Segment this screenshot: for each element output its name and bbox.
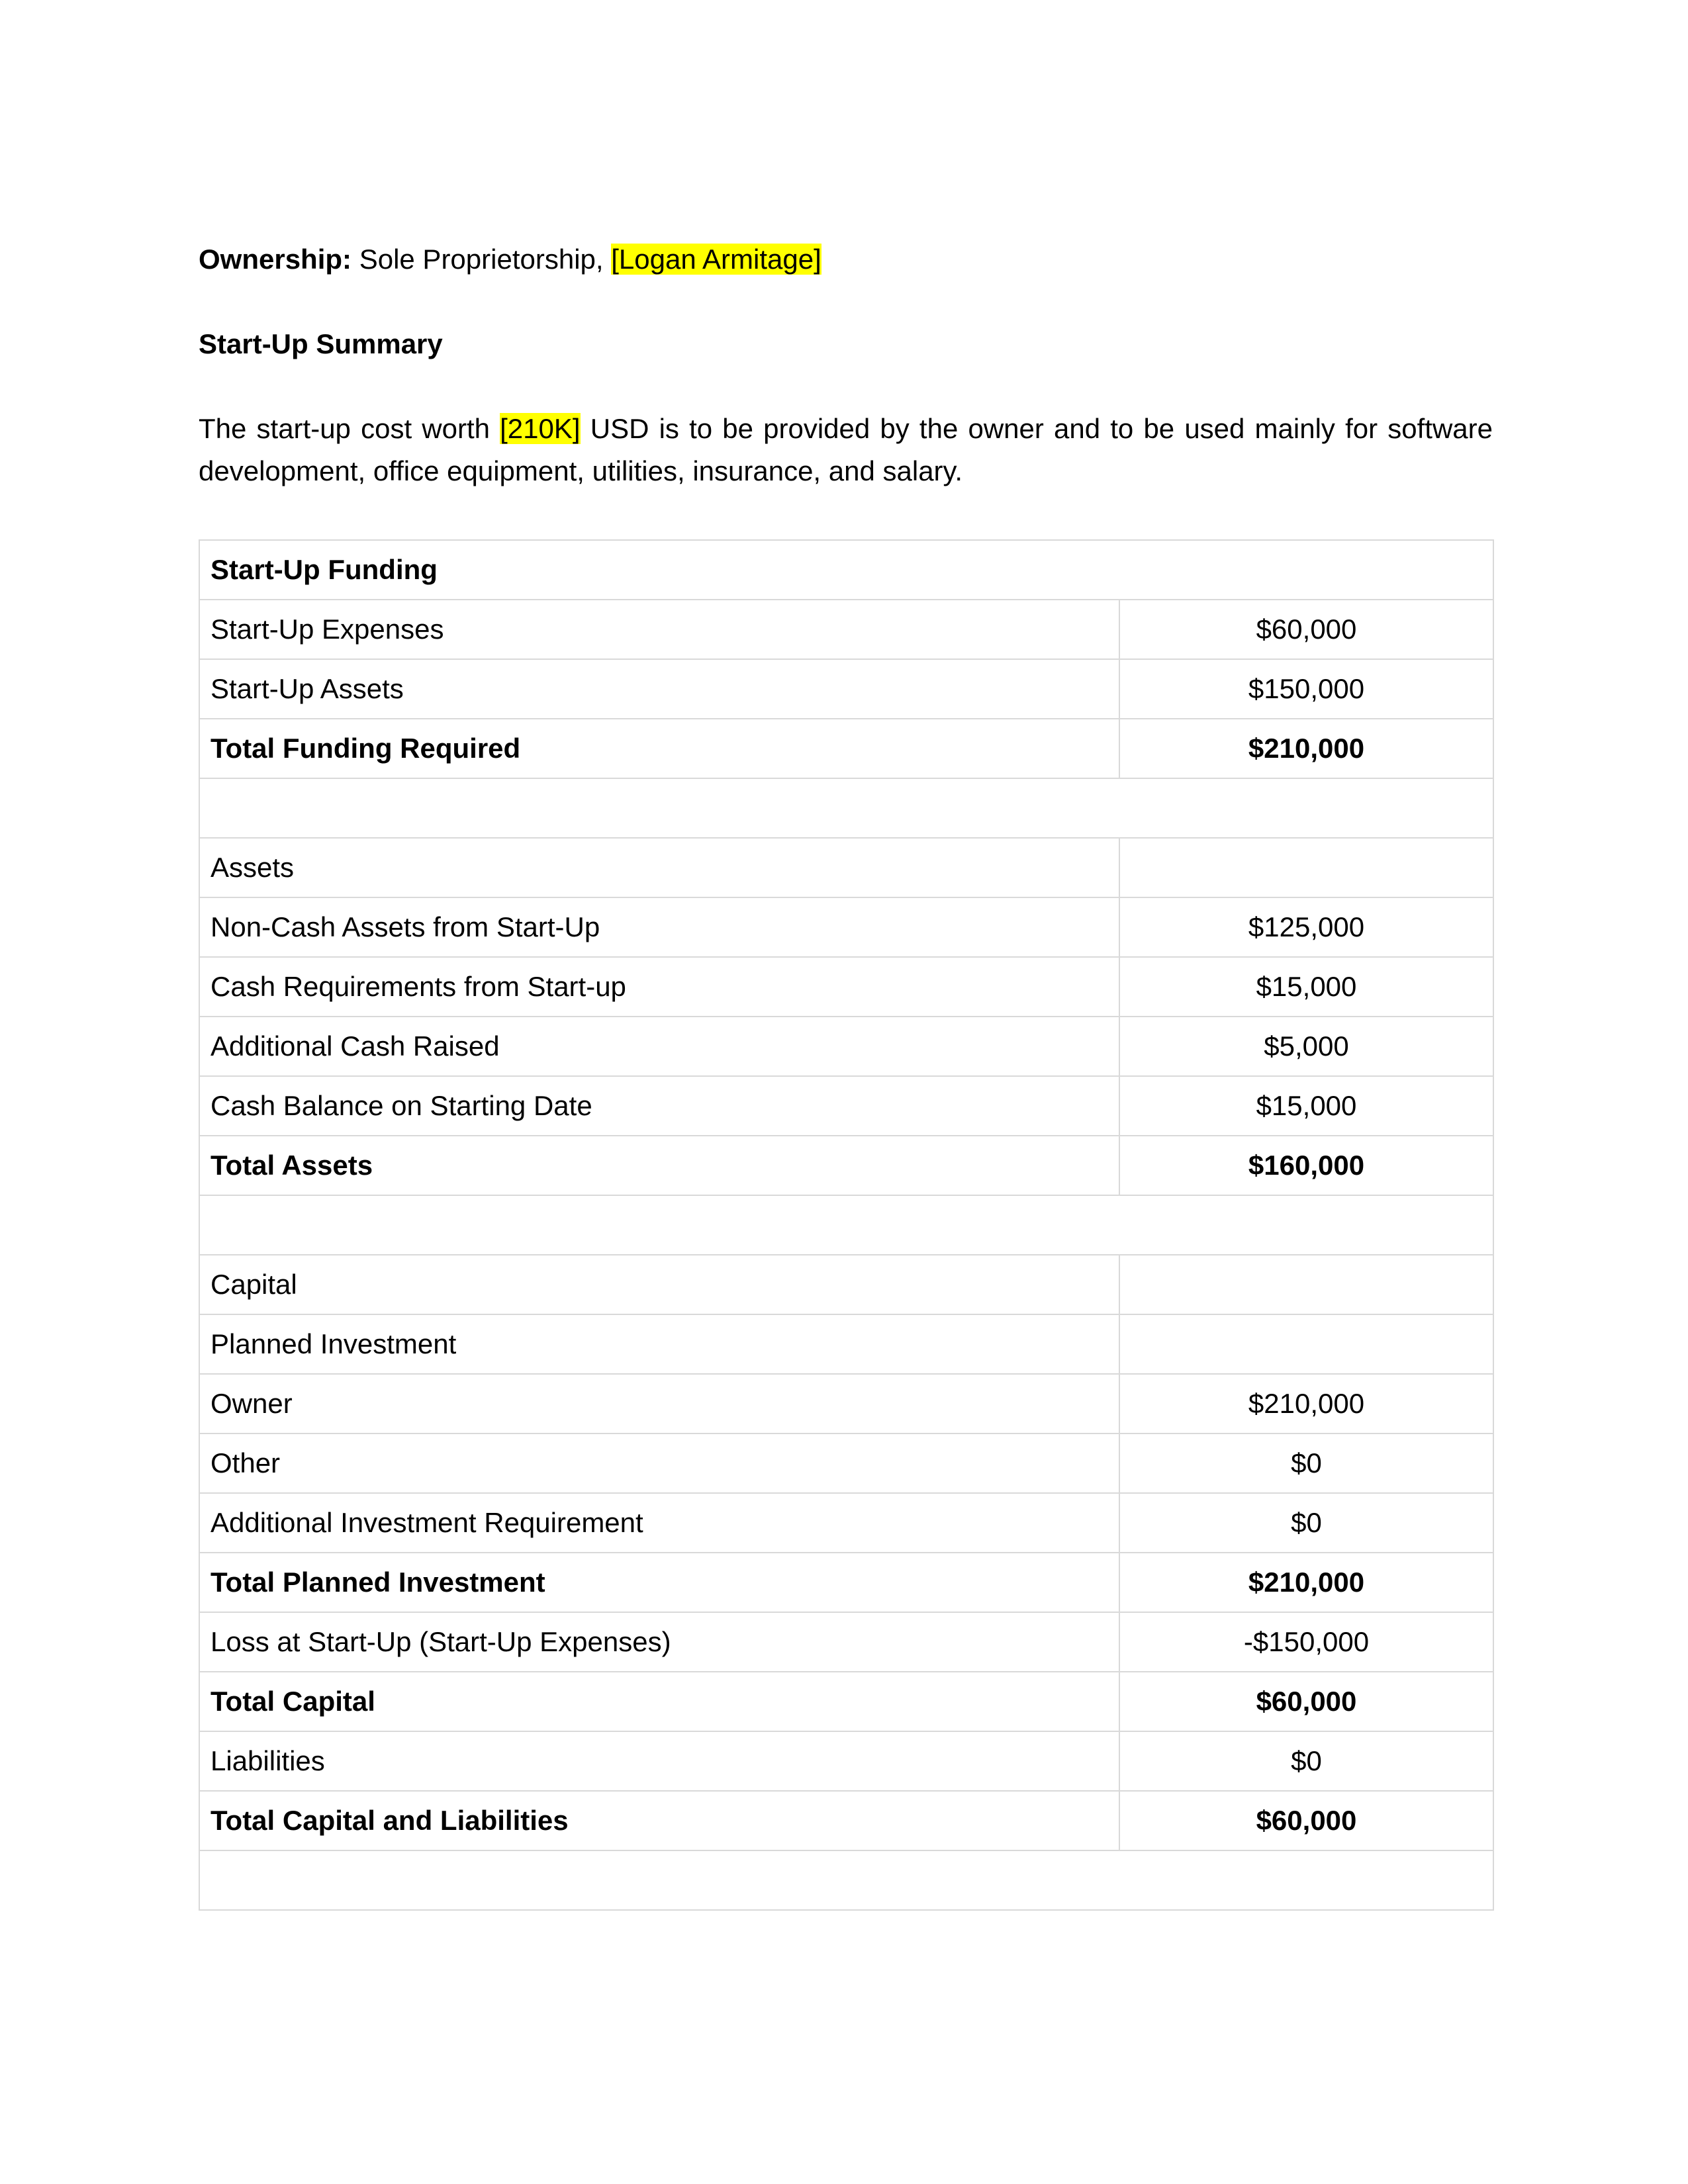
table-header-row [199, 540, 1493, 600]
table-row-section [199, 1314, 1493, 1374]
table-row-total [199, 1791, 1493, 1850]
table-row [199, 1433, 1493, 1493]
row-label: Cash Requirements from Start-up [199, 957, 1119, 1017]
row-value: $60,000 [1119, 1791, 1493, 1850]
owner-name-highlight: [Logan Armitage] [611, 244, 821, 275]
row-value: $5,000 [1119, 1017, 1493, 1076]
row-value: $125,000 [1119, 897, 1493, 957]
row-label: Start-Up Assets [199, 659, 1119, 719]
row-label: Assets [199, 838, 1119, 897]
row-value: $15,000 [1119, 957, 1493, 1017]
table-row-total [199, 1136, 1493, 1195]
table-row [199, 1612, 1493, 1672]
row-label: Total Assets [199, 1136, 1119, 1195]
row-label: Planned Investment [199, 1314, 1119, 1374]
table-row [199, 897, 1493, 957]
row-value [1119, 1255, 1493, 1314]
table-row-blank [199, 1195, 1493, 1255]
blank-cell [199, 778, 1493, 838]
row-value: $0 [1119, 1433, 1493, 1493]
table-row [199, 600, 1493, 659]
row-label: Loss at Start-Up (Start-Up Expenses) [199, 1612, 1119, 1672]
table-header-cell: Start-Up Funding [199, 540, 1493, 600]
row-label: Total Planned Investment [199, 1553, 1119, 1612]
table-row-total [199, 1553, 1493, 1612]
table-row-total [199, 1672, 1493, 1731]
row-value: $0 [1119, 1731, 1493, 1791]
row-label: Other [199, 1433, 1119, 1493]
row-value [1119, 838, 1493, 897]
row-value: $0 [1119, 1493, 1493, 1553]
row-label: Additional Cash Raised [199, 1017, 1119, 1076]
ownership-line [199, 238, 1493, 281]
blank-cell [199, 1850, 1493, 1910]
row-label: Non-Cash Assets from Start-Up [199, 897, 1119, 957]
table-row [199, 1017, 1493, 1076]
row-label: Start-Up Expenses [199, 600, 1119, 659]
table-row [199, 1493, 1493, 1553]
row-value: $150,000 [1119, 659, 1493, 719]
table-row [199, 1731, 1493, 1791]
table-row-blank [199, 1850, 1493, 1910]
table-row [199, 1076, 1493, 1136]
row-value: $60,000 [1119, 1672, 1493, 1731]
table-row [199, 957, 1493, 1017]
table-row-section [199, 838, 1493, 897]
row-value: -$150,000 [1119, 1612, 1493, 1672]
document-content [199, 238, 1493, 1836]
table-row-total [199, 719, 1493, 778]
startup-summary-heading: Start-Up Summary [199, 328, 443, 359]
summary-text-after: USD is to be provided by the owner and to be used mainly for software development, office equipment, utilities, insurance, and salary. [199, 413, 1493, 486]
row-label: Owner [199, 1374, 1119, 1433]
row-label: Additional Investment Requirement [199, 1493, 1119, 1553]
row-value [1119, 1314, 1493, 1374]
row-value: $210,000 [1119, 719, 1493, 778]
row-value: $160,000 [1119, 1136, 1493, 1195]
startup-funding-table [199, 539, 1494, 1911]
row-value: $210,000 [1119, 1374, 1493, 1433]
summary-amount-highlight: [210K] [500, 413, 581, 444]
ownership-text: Sole Proprietorship, [352, 244, 612, 275]
summary-text-before: The start-up cost worth [199, 413, 500, 444]
table-row-blank [199, 778, 1493, 838]
row-value: $210,000 [1119, 1553, 1493, 1612]
row-label: Total Funding Required [199, 719, 1119, 778]
row-label: Capital [199, 1255, 1119, 1314]
row-value: $60,000 [1119, 600, 1493, 659]
row-label: Cash Balance on Starting Date [199, 1076, 1119, 1136]
table-row-section [199, 1255, 1493, 1314]
startup-summary-paragraph [199, 408, 1493, 492]
ownership-label: Ownership: [199, 244, 352, 275]
blank-cell [199, 1195, 1493, 1255]
row-label: Total Capital [199, 1672, 1119, 1731]
table-row [199, 659, 1493, 719]
row-label: Total Capital and Liabilities [199, 1791, 1119, 1850]
table-row [199, 1374, 1493, 1433]
row-label: Liabilities [199, 1731, 1119, 1791]
row-value: $15,000 [1119, 1076, 1493, 1136]
